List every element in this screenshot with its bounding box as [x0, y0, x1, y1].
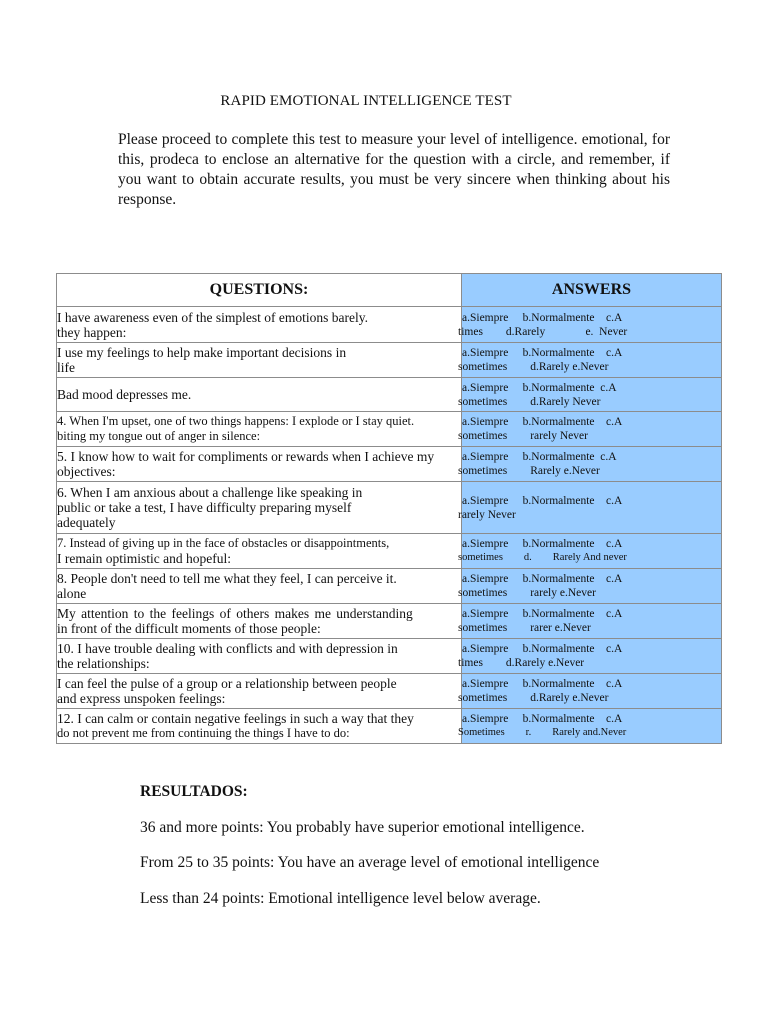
question-text: public or take a test, I have difficulty preparing myself [57, 500, 352, 515]
answer-options-line: sometimes d.Rarely e.Never [458, 361, 609, 373]
question-text: 7. Instead of giving up in the face of obstacles or disappointments, [57, 536, 390, 550]
answer-options-line: a.Siempre b.Normalmente c.A [462, 347, 623, 359]
question-text: do not prevent me from continuing the things I have to do: [57, 726, 350, 740]
question-text: I can feel the pulse of a group or a relationship between people [57, 676, 397, 691]
answer-options-line: a.Siempre b.Normalmente c.A [462, 573, 623, 585]
question-text: biting my tongue out of anger in silence: [57, 429, 261, 443]
question-cell [57, 534, 462, 569]
question-cell [57, 709, 462, 744]
table-header-row [57, 274, 722, 307]
question-text: 6. When I am anxious about a challenge like speaking in [57, 485, 363, 500]
question-text: the relationships: [57, 656, 150, 671]
question-cell [57, 569, 462, 604]
question-text: alone [57, 586, 87, 601]
table-row [57, 447, 722, 482]
answer-options[interactable] [458, 412, 722, 447]
question-cell [57, 482, 462, 534]
instructions-paragraph: Please proceed to complete this test to measure your level of intelligence. emotional, for this, prodeca to enclose an alternative for the question with a circle, and remember, if you want to obtain accurate results, you must be very sincere when thinking about his response. [118, 131, 670, 208]
question-text: I have awareness even of the simplest of emotions barely. [57, 309, 369, 325]
question-cell [57, 343, 462, 378]
answer-options-line: a.Siempre b.Normalmente c.A [462, 381, 617, 394]
question-text: I use my feelings to help make important decisions in [57, 345, 347, 360]
answer-options-line: a.Siempre b.Normalmente c.A [462, 678, 623, 690]
answer-options-line: sometimes d.Rarely Never [458, 395, 601, 408]
answer-options-line: a.Siempre b.Normalmente c.A [462, 643, 623, 655]
answer-options[interactable] [458, 639, 722, 674]
question-cell [57, 447, 462, 482]
answer-options-line: times d.Rarely e. Never [458, 325, 628, 338]
answer-options[interactable] [458, 604, 722, 639]
table-row [57, 569, 722, 604]
answer-options-line: sometimes d. Rarely And never [458, 552, 627, 563]
answer-options[interactable] [458, 378, 722, 412]
answer-options-line: sometimes rarely e.Never [458, 587, 596, 599]
table-row [57, 674, 722, 709]
question-text: 8. People don't need to tell me what they feel, I can perceive it. [57, 571, 397, 586]
question-cell [57, 674, 462, 709]
answer-options[interactable] [458, 307, 722, 343]
result-line-below: Less than 24 points: Emotional intelligence level below average. [140, 890, 541, 907]
result-line-superior: 36 and more points: You probably have superior emotional intelligence. [140, 819, 585, 836]
question-cell [57, 412, 462, 447]
answer-options-line: a.Siempre b.Normalmente c.A [462, 608, 623, 620]
answer-options[interactable] [458, 534, 722, 569]
answer-options-line: a.Siempre b.Normalmente c.A [462, 451, 617, 463]
test-table [56, 273, 722, 744]
question-cell [57, 307, 462, 343]
page-title: RAPID EMOTIONAL INTELLIGENCE TEST [220, 93, 512, 109]
answer-options[interactable] [458, 569, 722, 604]
table-row [57, 709, 722, 744]
question-cell [57, 378, 462, 412]
answer-options-line: sometimes Rarely e.Never [458, 465, 600, 477]
table-row [57, 412, 722, 447]
question-cell [57, 639, 462, 674]
answer-options-line: sometimes d.Rarely e.Never [458, 692, 609, 704]
table-row [57, 378, 722, 412]
table-row [57, 534, 722, 569]
answer-options-line: Sometimes r. Rarely and.Never [458, 727, 627, 738]
answer-options-line: a.Siempre b.Normalmente c.A [462, 311, 623, 324]
answer-options-line: a.Siempre b.Normalmente c.A [462, 416, 623, 428]
question-text: life [57, 360, 75, 375]
table-row [57, 604, 722, 639]
answer-options-line: rarely Never [458, 508, 516, 521]
question-text: My attention to the feelings of others makes me understanding [57, 606, 413, 621]
answer-options-line: sometimes rarely Never [458, 430, 588, 442]
question-text: I remain optimistic and hopeful: [57, 551, 231, 566]
answer-options[interactable] [458, 343, 722, 378]
question-text: 12. I can calm or contain negative feelings in such a way that they [57, 711, 414, 726]
question-text: adequately [57, 515, 116, 530]
results-heading: RESULTADOS: [140, 783, 248, 800]
question-text: in front of the difficult moments of those people: [57, 621, 321, 636]
questions-header: QUESTIONS: [57, 274, 462, 307]
answer-options-line: a.Siempre b.Normalmente c.A [462, 538, 623, 550]
question-text: they happen: [57, 324, 127, 340]
question-text: 5. I know how to wait for compliments or rewards when I achieve my [57, 449, 435, 464]
question-text: 4. When I'm upset, one of two things happens: I explode or I stay quiet. [57, 414, 415, 428]
question-text: objectives: [57, 464, 116, 479]
result-line-average: From 25 to 35 points: You have an average level of emotional intelligence [140, 854, 600, 871]
answer-options-line: times d.Rarely e.Never [458, 657, 585, 669]
answer-options-line: sometimes rarer e.Never [458, 622, 591, 634]
answer-options[interactable] [458, 482, 722, 534]
table-row [57, 343, 722, 378]
question-cell [57, 604, 462, 639]
question-text: Bad mood depresses me. [57, 387, 192, 402]
answer-options[interactable] [458, 447, 722, 482]
table-row [57, 482, 722, 534]
answer-options[interactable] [458, 709, 722, 744]
answers-header: ANSWERS [462, 274, 722, 307]
table-row [57, 307, 722, 343]
table-row [57, 639, 722, 674]
answer-options-line: a.Siempre b.Normalmente c.A [462, 494, 623, 507]
question-text: 10. I have trouble dealing with conflicts and with depression in [57, 641, 398, 656]
answer-options[interactable] [458, 674, 722, 709]
question-text: and express unspoken feelings: [57, 691, 226, 706]
answer-options-line: a.Siempre b.Normalmente c.A [462, 713, 623, 725]
